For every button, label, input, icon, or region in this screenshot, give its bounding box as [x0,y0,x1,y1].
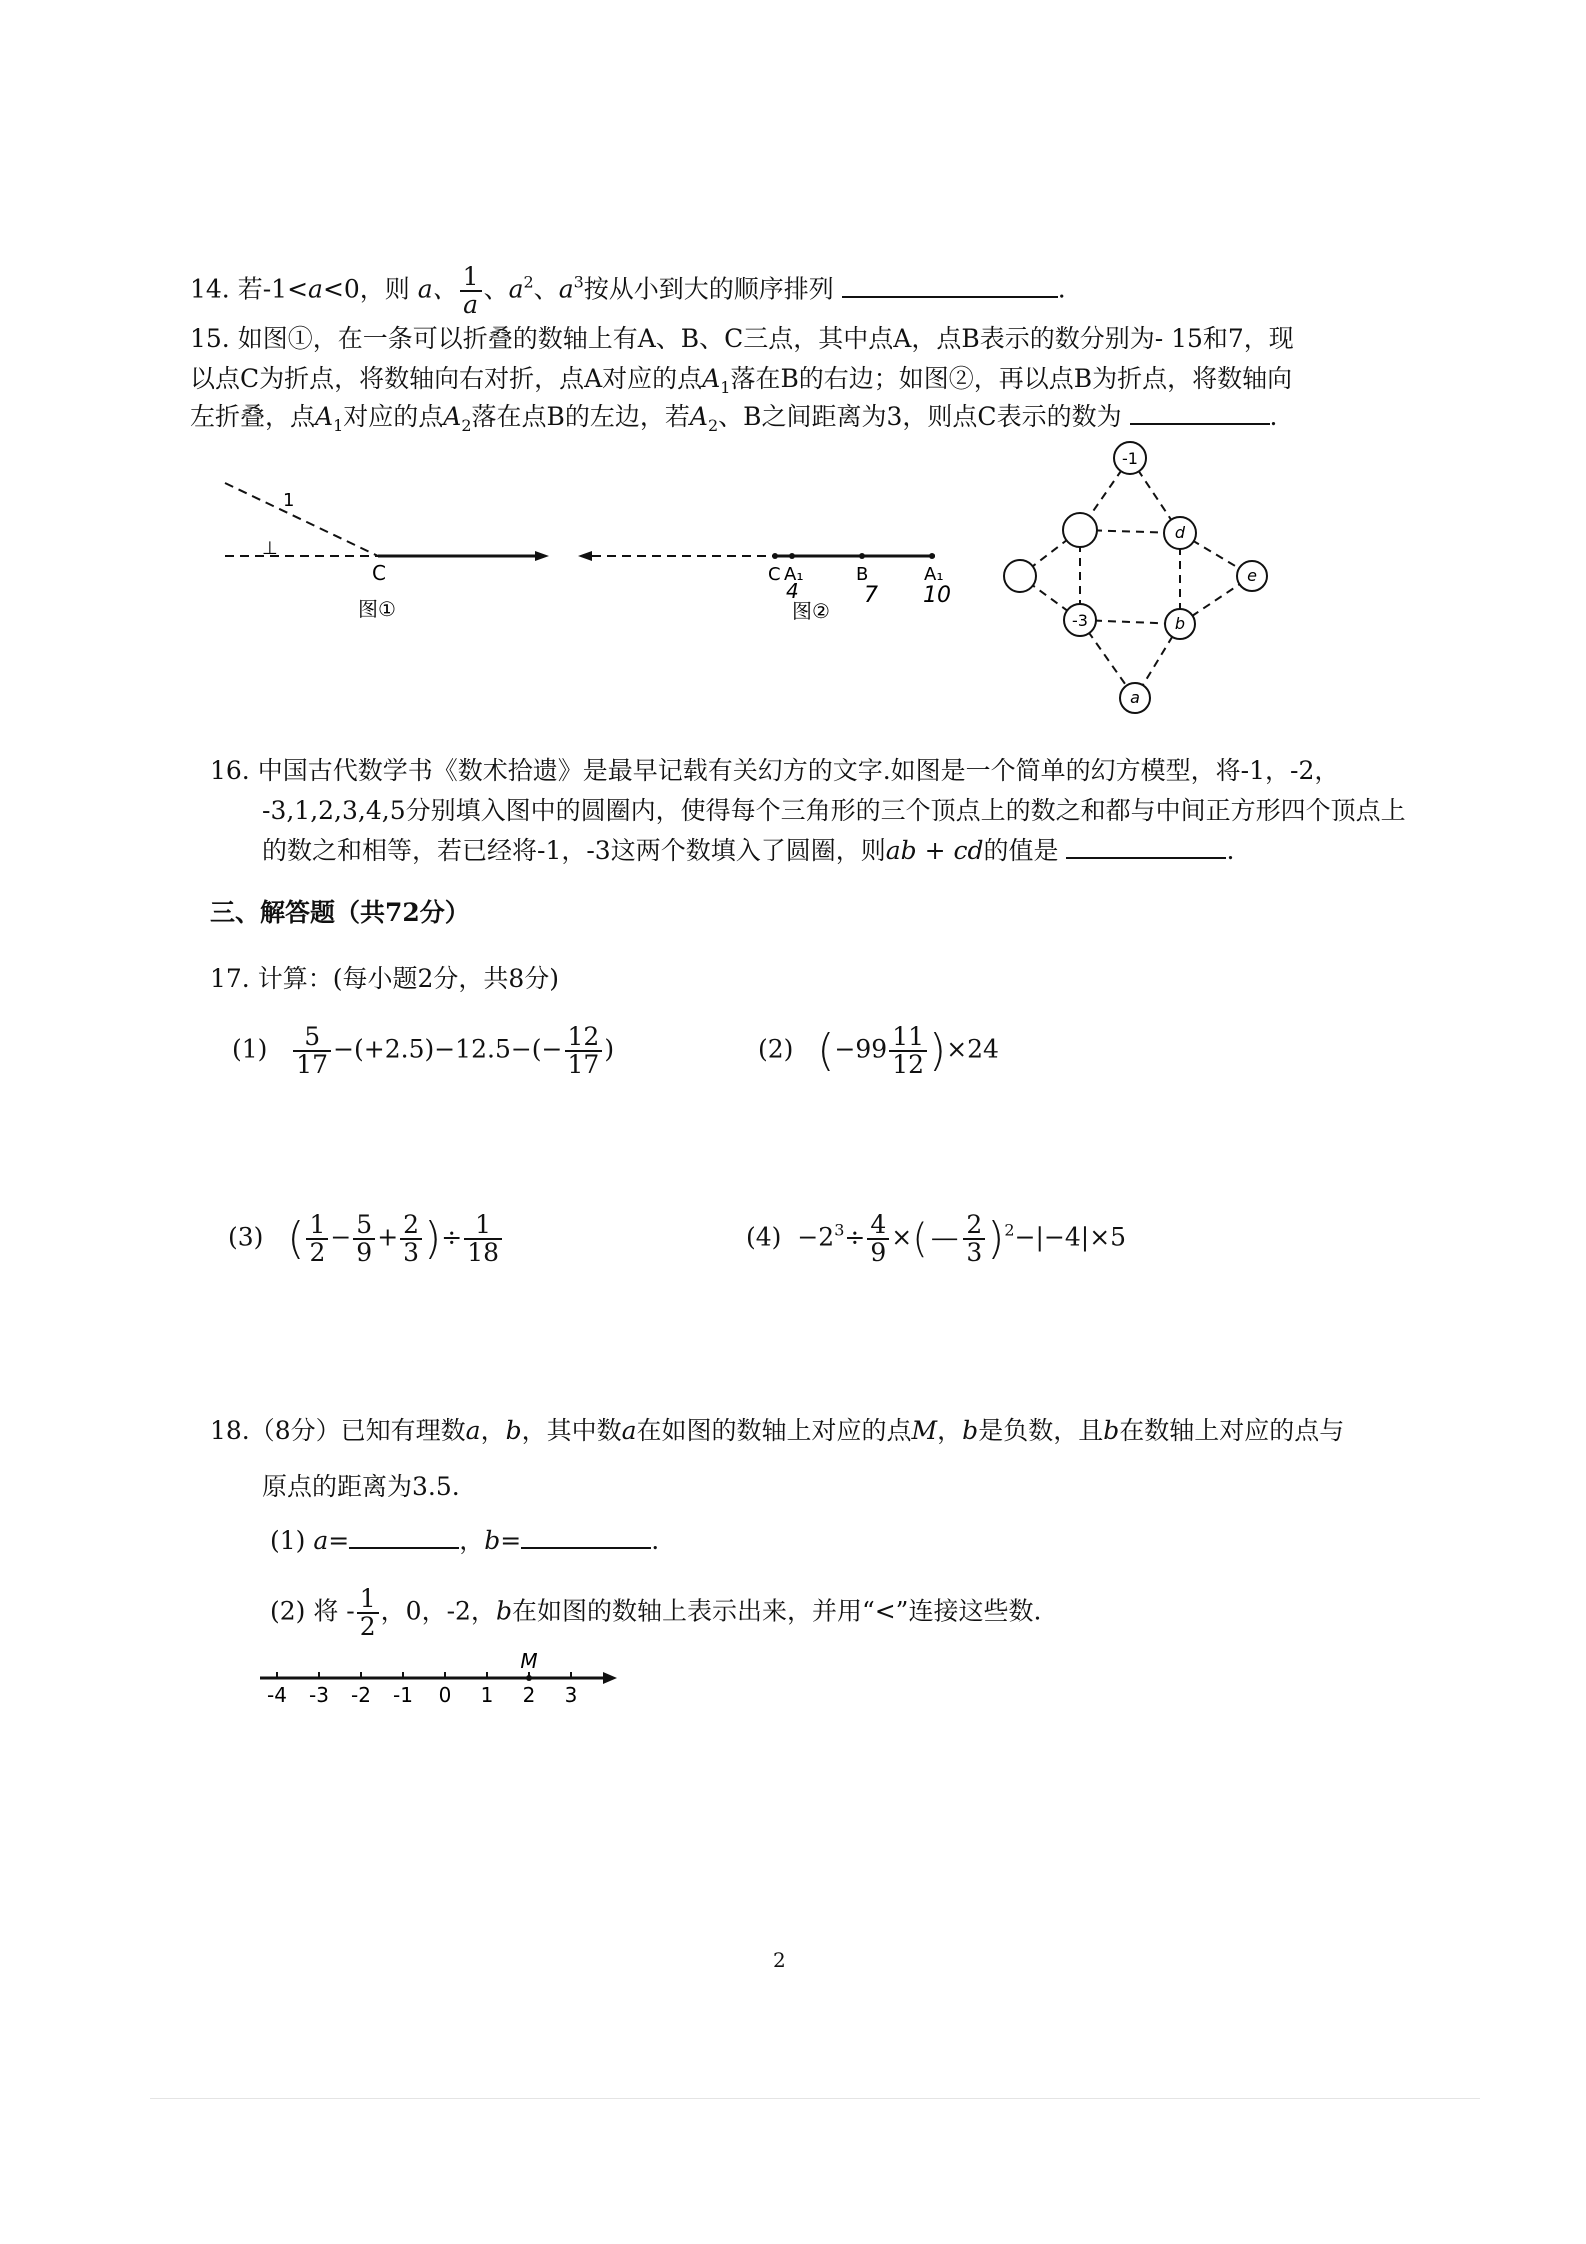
tick-label: 3 [564,1683,578,1707]
magic-square-figure [990,430,1290,730]
q18-sub-2: (2) 将 - $\frac{1}{2}$ ，0，-2，b在如图的数轴上表示出来，并用“<”连接这些数. [270,1584,1042,1641]
page-number: 2 [773,1948,786,1972]
q18-sub-1: (1) a= ，b= . [270,1526,660,1555]
question-16-line-1: 16. 中国古代数学书《数术拾遗》是最早记载有关幻方的文字.如图是一个简单的幻方模型，将-1，-2， [210,756,1340,785]
answer-blank-16[interactable] [1066,835,1226,859]
question-16-line-3: 的数之和相等，若已经将-1，-3这两个数填入了圆圈，则ab + cd的值是 . [262,836,1235,865]
fig2-handwritten-7: 7 [864,583,878,608]
question-15-line-1: 15. 如图①，在一条可以折叠的数轴上有A、B、C三点，其中点A，点B表示的数分别为- 15和7，现 [190,324,1294,353]
point-m-label: M [520,1650,538,1673]
question-14: 14. 若-1<a<0，则 a、 $\frac{1}{a}$ 、$a^2$、$a^3$按从小到大的顺序排列 . [190,262,1066,319]
question-16-line-2: -3,1,2,3,4,5分别填入图中的圆圈内，使得每个三角形的三个顶点上的数之和都与中间正方形四个顶点上 [262,796,1406,825]
node-a: a [1130,688,1140,707]
fig2-label-b: B [856,564,869,585]
tick-label: -3 [309,1683,329,1707]
tick-label: -2 [351,1683,371,1707]
fig2-label-c: C [768,564,781,585]
node-top: -1 [1122,449,1138,468]
figure-1-folded-number-line [215,468,555,628]
node-b: b [1174,614,1186,633]
question-18-line-2: 原点的距离为3.5. [262,1472,460,1501]
fig2-handwritten-10: 10 [923,583,951,608]
q17-part-4: $(4) -2^3\div$ $\frac{4}{9}$ ×(− $\frac{2}{3}$ )$^2$−|−4|×5 [746,1210,1127,1267]
node-square-bottom-left: -3 [1072,611,1088,630]
fig2-handwritten-4: 4 [786,579,799,603]
point-m [526,1675,532,1681]
tick-label: 1 [480,1683,494,1707]
figure-2-folded-number-line [570,530,980,630]
q17-part-2: (2) (−99 $\frac{11}{12}$ )×24 [758,1022,999,1079]
fraction-one-over-a: $\frac{1}{a}$ [460,264,482,318]
question-17-title: 17. 计算：(每小题2分，共8分) [210,964,560,993]
fig1-caption: 图① [358,597,396,621]
fig1-tick-l: ⊥ [262,538,278,559]
tick-label: -4 [267,1683,287,1707]
answer-blank-b[interactable] [521,1525,651,1549]
section-heading: 三、解答题（共72分） [210,898,470,927]
q18-number-line [255,1650,635,1710]
fig2-caption: 图② [792,599,830,623]
node-d: d [1174,523,1186,542]
q17-part-3: (3) ( $\frac{1}{2}$ − $\frac{5}{9}$ + $\frac{2}{3}$ )÷ $\frac{1}{18}$ [228,1212,504,1266]
footer-divider [150,2098,1480,2099]
answer-blank-15[interactable] [1130,401,1270,425]
fig2-label-a1-left: A₁ [784,564,804,585]
answer-blank-a[interactable] [349,1525,459,1549]
tick-label: 2 [522,1683,536,1707]
answer-blank-14[interactable] [842,274,1058,298]
node-e: e [1247,566,1257,585]
q17-part-1: (1) $\frac{5}{17}$ −(+2.5)−12.5−(− $\frac{12}{17}$ ) [232,1022,615,1079]
fig1-tick-1: 1 [283,490,295,511]
question-18-line-1: 18.（8分）已知有理数a，b，其中数a在如图的数轴上对应的点M，b是负数，且b在数轴上对应的点与 [210,1416,1345,1445]
question-15-line-3: 左折叠，点$A_1$对应的点$A_2$落在点B的左边，若$A_2$、B之间距离为3，则点C表示的数为 . [190,402,1278,435]
question-15-line-2: 以点C为折点，将数轴向右对折，点A对应的点$A_1$落在B的右边；如图②，再以点B为折点，将数轴向 [190,364,1293,397]
tick-label: 0 [438,1683,452,1707]
tick-label: -1 [393,1683,413,1707]
fig2-label-a1-right: A₁ [924,564,944,585]
fig1-c-label: C [372,561,386,585]
